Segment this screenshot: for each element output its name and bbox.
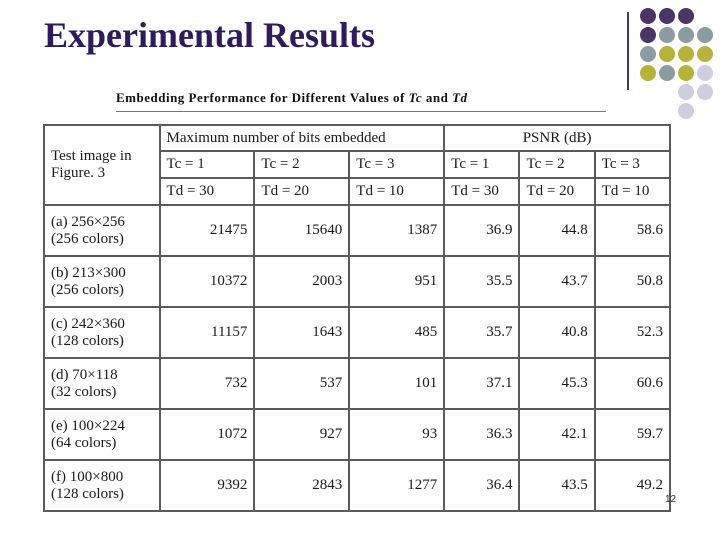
table-header-row (44, 125, 670, 151)
bits-embedded-cell: 732 (160, 358, 255, 409)
bits-embedded-cell: 1072 (160, 409, 255, 460)
td-cell: Td = 30 (160, 178, 255, 205)
test-image-size: (b) 213×300 (51, 264, 126, 281)
test-image-cell (44, 307, 160, 358)
page-number: 12 (665, 494, 677, 505)
test-image-size: (e) 100×224 (51, 417, 125, 434)
bits-embedded-cell: 2843 (254, 460, 349, 511)
decorative-dot (659, 65, 675, 81)
test-image-colors: (256 colors) (51, 281, 124, 298)
bits-embedded-cell: 11157 (160, 307, 255, 358)
tc-cell: Tc = 2 (254, 151, 349, 178)
bits-embedded-cell: 2003 (254, 256, 349, 307)
test-image-size: (d) 70×118 (51, 366, 118, 383)
td-cell: Td = 30 (444, 178, 519, 205)
psnr-cell: 42.1 (519, 409, 594, 460)
psnr-cell: 52.3 (595, 307, 670, 358)
bits-embedded-cell: 1643 (254, 307, 349, 358)
row-label-line1: Test image in (51, 148, 132, 164)
psnr-cell: 36.9 (444, 205, 519, 256)
decorative-dot (640, 46, 656, 62)
caption-rule (116, 111, 606, 112)
psnr-cell: 44.8 (519, 205, 594, 256)
bits-embedded-cell: 537 (254, 358, 349, 409)
group-header-psnr: PSNR (dB) (444, 125, 670, 151)
table-row (44, 256, 670, 307)
decorative-dot (697, 46, 713, 62)
table-row (44, 205, 670, 256)
slide-title: Experimental Results (44, 15, 375, 55)
decorative-dot (678, 46, 694, 62)
td-cell: Td = 10 (349, 178, 444, 205)
psnr-cell: 35.5 (444, 256, 519, 307)
bits-embedded-cell: 951 (349, 256, 444, 307)
psnr-cell: 49.2 (595, 460, 670, 511)
bits-embedded-cell: 1387 (349, 205, 444, 256)
test-image-colors: (256 colors) (51, 230, 124, 247)
psnr-cell: 40.8 (519, 307, 594, 358)
test-image-cell (44, 205, 160, 256)
psnr-cell: 59.7 (595, 409, 670, 460)
caption-td: Td (452, 90, 468, 105)
decorative-dot (697, 84, 713, 100)
bits-embedded-cell: 21475 (160, 205, 255, 256)
tc-cell: Tc = 2 (519, 151, 594, 178)
row-label-header (44, 125, 160, 205)
decorative-dot (678, 65, 694, 81)
td-cell: Td = 20 (254, 178, 349, 205)
decorative-dot (697, 65, 713, 81)
table-caption (116, 90, 468, 106)
psnr-cell: 43.7 (519, 256, 594, 307)
row-label-line2: Figure. 3 (51, 165, 106, 181)
bits-embedded-cell: 9392 (160, 460, 255, 511)
caption-tc: Tc (408, 90, 423, 105)
caption-and: and (425, 90, 449, 105)
bits-embedded-cell: 927 (254, 409, 349, 460)
tc-cell: Tc = 3 (349, 151, 444, 178)
test-image-cell (44, 358, 160, 409)
bits-embedded-cell: 15640 (254, 205, 349, 256)
bits-embedded-cell: 1277 (349, 460, 444, 511)
decorative-dot (678, 84, 694, 100)
decorative-dot (640, 27, 656, 43)
psnr-cell: 50.8 (595, 256, 670, 307)
test-image-cell (44, 409, 160, 460)
decorative-dot (640, 65, 656, 81)
psnr-cell: 43.5 (519, 460, 594, 511)
bits-embedded-cell: 485 (349, 307, 444, 358)
decorative-divider (627, 12, 629, 90)
tc-cell: Tc = 1 (444, 151, 519, 178)
td-cell: Td = 10 (595, 178, 670, 205)
test-image-colors: (32 colors) (51, 383, 117, 400)
decorative-dot (640, 8, 656, 24)
test-image-cell (44, 460, 160, 511)
test-image-size: (f) 100×800 (51, 468, 124, 485)
test-image-colors: (64 colors) (51, 434, 117, 451)
table-row (44, 307, 670, 358)
test-image-cell (44, 256, 160, 307)
results-table (43, 124, 671, 512)
tc-cell: Tc = 1 (160, 151, 255, 178)
test-image-colors: (128 colors) (51, 332, 124, 349)
decorative-dot (659, 27, 675, 43)
psnr-cell: 60.6 (595, 358, 670, 409)
psnr-cell: 35.7 (444, 307, 519, 358)
decorative-dot (697, 27, 713, 43)
bits-embedded-cell: 10372 (160, 256, 255, 307)
decorative-dot (678, 103, 694, 119)
bits-embedded-cell: 93 (349, 409, 444, 460)
test-image-size: (c) 242×360 (51, 315, 125, 332)
test-image-colors: (128 colors) (51, 485, 124, 502)
test-image-size: (a) 256×256 (51, 213, 125, 230)
group-header-bits: Maximum number of bits embedded (160, 125, 445, 151)
decorative-dot (678, 8, 694, 24)
table-row (44, 460, 670, 511)
decorative-dot (659, 8, 675, 24)
psnr-cell: 36.4 (444, 460, 519, 511)
table-row (44, 358, 670, 409)
bits-embedded-cell: 101 (349, 358, 444, 409)
td-cell: Td = 20 (519, 178, 594, 205)
decorative-dot (678, 27, 694, 43)
tc-cell: Tc = 3 (595, 151, 670, 178)
psnr-cell: 37.1 (444, 358, 519, 409)
caption-prefix: Embedding Performance for Different Values of (116, 90, 405, 105)
psnr-cell: 58.6 (595, 205, 670, 256)
psnr-cell: 36.3 (444, 409, 519, 460)
psnr-cell: 45.3 (519, 358, 594, 409)
table-row (44, 409, 670, 460)
decorative-dot (659, 46, 675, 62)
